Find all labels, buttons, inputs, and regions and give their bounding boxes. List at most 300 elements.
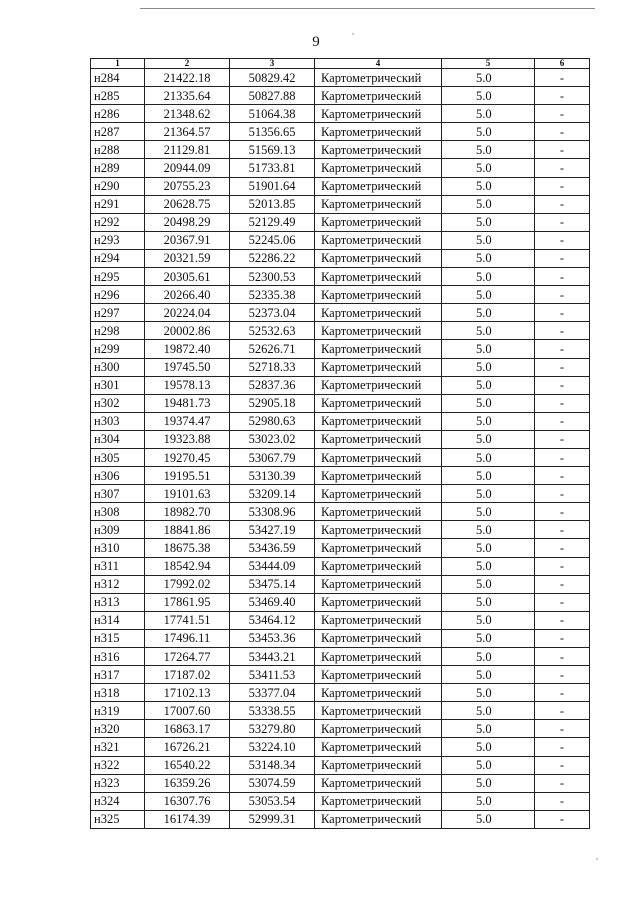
method-cell: Картометрический [315, 213, 442, 231]
column-header: 1 [91, 59, 145, 69]
x-coordinate-cell: 17102.13 [145, 684, 230, 702]
x-coordinate-cell: 16307.76 [145, 792, 230, 810]
accuracy-cell: 5.0 [442, 629, 535, 647]
table-row [91, 666, 590, 684]
x-coordinate-cell: 19578.13 [145, 376, 230, 394]
y-coordinate-cell: 53377.04 [230, 684, 315, 702]
table-row [91, 304, 590, 322]
note-cell: - [535, 358, 590, 376]
method-cell: Картометрический [315, 702, 442, 720]
accuracy-cell: 5.0 [442, 593, 535, 611]
point-id-cell: н321 [91, 738, 145, 756]
y-coordinate-cell: 53279.80 [230, 720, 315, 738]
x-coordinate-cell: 18542.94 [145, 557, 230, 575]
accuracy-cell: 5.0 [442, 286, 535, 304]
table-row [91, 521, 590, 539]
table-row [91, 340, 590, 358]
x-coordinate-cell: 20224.04 [145, 304, 230, 322]
method-cell: Картометрический [315, 792, 442, 810]
method-cell: Картометрический [315, 286, 442, 304]
table-row [91, 430, 590, 448]
method-cell: Картометрический [315, 485, 442, 503]
point-id-cell: н310 [91, 539, 145, 557]
note-cell: - [535, 322, 590, 340]
accuracy-cell: 5.0 [442, 648, 535, 666]
y-coordinate-cell: 51569.13 [230, 141, 315, 159]
point-id-cell: н312 [91, 575, 145, 593]
accuracy-cell: 5.0 [442, 231, 535, 249]
table-row [91, 684, 590, 702]
method-cell: Картометрический [315, 69, 442, 87]
y-coordinate-cell: 52373.04 [230, 304, 315, 322]
accuracy-cell: 5.0 [442, 720, 535, 738]
accuracy-cell: 5.0 [442, 810, 535, 828]
note-cell: - [535, 249, 590, 267]
accuracy-cell: 5.0 [442, 666, 535, 684]
x-coordinate-cell: 17264.77 [145, 648, 230, 666]
method-cell: Картометрический [315, 231, 442, 249]
y-coordinate-cell: 53436.59 [230, 539, 315, 557]
point-id-cell: н324 [91, 792, 145, 810]
x-coordinate-cell: 19872.40 [145, 340, 230, 358]
method-cell: Картометрический [315, 774, 442, 792]
y-coordinate-cell: 53053.54 [230, 792, 315, 810]
table-row [91, 467, 590, 485]
accuracy-cell: 5.0 [442, 774, 535, 792]
x-coordinate-cell: 17741.51 [145, 611, 230, 629]
table-row [91, 792, 590, 810]
accuracy-cell: 5.0 [442, 485, 535, 503]
method-cell: Картометрический [315, 322, 442, 340]
point-id-cell: н290 [91, 177, 145, 195]
accuracy-cell: 5.0 [442, 503, 535, 521]
accuracy-cell: 5.0 [442, 322, 535, 340]
point-id-cell: н289 [91, 159, 145, 177]
method-cell: Картометрический [315, 105, 442, 123]
table-header-row [91, 59, 590, 69]
method-cell: Картометрический [315, 159, 442, 177]
table-row [91, 702, 590, 720]
note-cell: - [535, 503, 590, 521]
point-id-cell: н295 [91, 268, 145, 286]
y-coordinate-cell: 53148.34 [230, 756, 315, 774]
table-row [91, 195, 590, 213]
y-coordinate-cell: 53475.14 [230, 575, 315, 593]
method-cell: Картометрический [315, 629, 442, 647]
accuracy-cell: 5.0 [442, 467, 535, 485]
note-cell: - [535, 539, 590, 557]
accuracy-cell: 5.0 [442, 213, 535, 231]
y-coordinate-cell: 52129.49 [230, 213, 315, 231]
x-coordinate-cell: 19195.51 [145, 467, 230, 485]
x-coordinate-cell: 19270.45 [145, 448, 230, 466]
column-header: 3 [230, 59, 315, 69]
x-coordinate-cell: 16863.17 [145, 720, 230, 738]
y-coordinate-cell: 51356.65 [230, 123, 315, 141]
coordinates-table [90, 58, 590, 829]
point-id-cell: н302 [91, 394, 145, 412]
note-cell: - [535, 611, 590, 629]
note-cell: - [535, 557, 590, 575]
table-row [91, 503, 590, 521]
y-coordinate-cell: 53209.14 [230, 485, 315, 503]
method-cell: Картометрический [315, 756, 442, 774]
y-coordinate-cell: 53427.19 [230, 521, 315, 539]
table-row [91, 268, 590, 286]
y-coordinate-cell: 52532.63 [230, 322, 315, 340]
note-cell: - [535, 340, 590, 358]
x-coordinate-cell: 17496.11 [145, 629, 230, 647]
point-id-cell: н287 [91, 123, 145, 141]
point-id-cell: н299 [91, 340, 145, 358]
note-cell: - [535, 286, 590, 304]
point-id-cell: н317 [91, 666, 145, 684]
table-row [91, 593, 590, 611]
y-coordinate-cell: 53338.55 [230, 702, 315, 720]
note-cell: - [535, 304, 590, 322]
accuracy-cell: 5.0 [442, 702, 535, 720]
y-coordinate-cell: 52980.63 [230, 412, 315, 430]
table-row [91, 557, 590, 575]
point-id-cell: н292 [91, 213, 145, 231]
method-cell: Картометрический [315, 503, 442, 521]
method-cell: Картометрический [315, 593, 442, 611]
x-coordinate-cell: 20367.91 [145, 231, 230, 249]
x-coordinate-cell: 17861.95 [145, 593, 230, 611]
note-cell: - [535, 738, 590, 756]
x-coordinate-cell: 19745.50 [145, 358, 230, 376]
x-coordinate-cell: 16359.26 [145, 774, 230, 792]
y-coordinate-cell: 53469.40 [230, 593, 315, 611]
method-cell: Картометрический [315, 467, 442, 485]
x-coordinate-cell: 18982.70 [145, 503, 230, 521]
x-coordinate-cell: 20305.61 [145, 268, 230, 286]
table-row [91, 249, 590, 267]
note-cell: - [535, 268, 590, 286]
point-id-cell: н291 [91, 195, 145, 213]
note-cell: - [535, 684, 590, 702]
y-coordinate-cell: 52718.33 [230, 358, 315, 376]
accuracy-cell: 5.0 [442, 521, 535, 539]
accuracy-cell: 5.0 [442, 123, 535, 141]
x-coordinate-cell: 21335.64 [145, 87, 230, 105]
y-coordinate-cell: 52626.71 [230, 340, 315, 358]
point-id-cell: н308 [91, 503, 145, 521]
accuracy-cell: 5.0 [442, 557, 535, 575]
x-coordinate-cell: 21348.62 [145, 105, 230, 123]
method-cell: Картометрический [315, 738, 442, 756]
point-id-cell: н304 [91, 430, 145, 448]
y-coordinate-cell: 53023.02 [230, 430, 315, 448]
x-coordinate-cell: 16174.39 [145, 810, 230, 828]
accuracy-cell: 5.0 [442, 141, 535, 159]
point-id-cell: н285 [91, 87, 145, 105]
x-coordinate-cell: 19323.88 [145, 430, 230, 448]
note-cell: - [535, 213, 590, 231]
table-row [91, 648, 590, 666]
accuracy-cell: 5.0 [442, 539, 535, 557]
note-cell: - [535, 177, 590, 195]
y-coordinate-cell: 52286.22 [230, 249, 315, 267]
note-cell: - [535, 448, 590, 466]
x-coordinate-cell: 16540.22 [145, 756, 230, 774]
accuracy-cell: 5.0 [442, 575, 535, 593]
x-coordinate-cell: 16726.21 [145, 738, 230, 756]
method-cell: Картометрический [315, 539, 442, 557]
note-cell: - [535, 87, 590, 105]
method-cell: Картометрический [315, 195, 442, 213]
note-cell: - [535, 69, 590, 87]
accuracy-cell: 5.0 [442, 738, 535, 756]
table-row [91, 159, 590, 177]
note-cell: - [535, 105, 590, 123]
method-cell: Картометрический [315, 430, 442, 448]
point-id-cell: н319 [91, 702, 145, 720]
y-coordinate-cell: 51733.81 [230, 159, 315, 177]
method-cell: Картометрический [315, 177, 442, 195]
method-cell: Картометрический [315, 87, 442, 105]
table-row [91, 213, 590, 231]
point-id-cell: н284 [91, 69, 145, 87]
y-coordinate-cell: 53224.10 [230, 738, 315, 756]
point-id-cell: н305 [91, 448, 145, 466]
method-cell: Картометрический [315, 376, 442, 394]
x-coordinate-cell: 17992.02 [145, 575, 230, 593]
x-coordinate-cell: 17187.02 [145, 666, 230, 684]
y-coordinate-cell: 53411.53 [230, 666, 315, 684]
point-id-cell: н309 [91, 521, 145, 539]
method-cell: Картометрический [315, 611, 442, 629]
accuracy-cell: 5.0 [442, 684, 535, 702]
x-coordinate-cell: 19481.73 [145, 394, 230, 412]
top-scan-rule [140, 8, 595, 9]
point-id-cell: н323 [91, 774, 145, 792]
point-id-cell: н300 [91, 358, 145, 376]
method-cell: Картометрический [315, 358, 442, 376]
x-coordinate-cell: 21364.57 [145, 123, 230, 141]
y-coordinate-cell: 53308.96 [230, 503, 315, 521]
point-id-cell: н301 [91, 376, 145, 394]
accuracy-cell: 5.0 [442, 159, 535, 177]
note-cell: - [535, 774, 590, 792]
table-row [91, 448, 590, 466]
table-row [91, 69, 590, 87]
point-id-cell: н288 [91, 141, 145, 159]
x-coordinate-cell: 20628.75 [145, 195, 230, 213]
table-row [91, 376, 590, 394]
x-coordinate-cell: 20266.40 [145, 286, 230, 304]
table-row [91, 322, 590, 340]
point-id-cell: н315 [91, 629, 145, 647]
y-coordinate-cell: 52905.18 [230, 394, 315, 412]
y-coordinate-cell: 53443.21 [230, 648, 315, 666]
y-coordinate-cell: 52999.31 [230, 810, 315, 828]
table-row [91, 575, 590, 593]
table-row [91, 774, 590, 792]
table-row [91, 629, 590, 647]
accuracy-cell: 5.0 [442, 430, 535, 448]
note-cell: - [535, 141, 590, 159]
table-row [91, 141, 590, 159]
note-cell: - [535, 810, 590, 828]
y-coordinate-cell: 53074.59 [230, 774, 315, 792]
table-row [91, 87, 590, 105]
y-coordinate-cell: 53464.12 [230, 611, 315, 629]
x-coordinate-cell: 21129.81 [145, 141, 230, 159]
note-cell: - [535, 575, 590, 593]
note-cell: - [535, 159, 590, 177]
accuracy-cell: 5.0 [442, 756, 535, 774]
point-id-cell: н314 [91, 611, 145, 629]
point-id-cell: н320 [91, 720, 145, 738]
table-row [91, 611, 590, 629]
y-coordinate-cell: 52013.85 [230, 195, 315, 213]
y-coordinate-cell: 52300.53 [230, 268, 315, 286]
accuracy-cell: 5.0 [442, 611, 535, 629]
note-cell: - [535, 792, 590, 810]
point-id-cell: н303 [91, 412, 145, 430]
accuracy-cell: 5.0 [442, 195, 535, 213]
accuracy-cell: 5.0 [442, 394, 535, 412]
x-coordinate-cell: 20498.29 [145, 213, 230, 231]
column-header: 4 [315, 59, 442, 69]
point-id-cell: н298 [91, 322, 145, 340]
accuracy-cell: 5.0 [442, 249, 535, 267]
method-cell: Картометрический [315, 684, 442, 702]
method-cell: Картометрический [315, 268, 442, 286]
point-id-cell: н318 [91, 684, 145, 702]
accuracy-cell: 5.0 [442, 105, 535, 123]
table-row [91, 539, 590, 557]
column-header: 5 [442, 59, 535, 69]
y-coordinate-cell: 52245.06 [230, 231, 315, 249]
table-row [91, 123, 590, 141]
point-id-cell: н297 [91, 304, 145, 322]
note-cell: - [535, 412, 590, 430]
y-coordinate-cell: 50829.42 [230, 69, 315, 87]
table-row [91, 738, 590, 756]
point-id-cell: н313 [91, 593, 145, 611]
accuracy-cell: 5.0 [442, 448, 535, 466]
note-cell: - [535, 467, 590, 485]
note-cell: - [535, 521, 590, 539]
point-id-cell: н286 [91, 105, 145, 123]
table-row [91, 720, 590, 738]
page-number: 9 [312, 34, 320, 50]
note-cell: - [535, 195, 590, 213]
accuracy-cell: 5.0 [442, 87, 535, 105]
x-coordinate-cell: 20755.23 [145, 177, 230, 195]
method-cell: Картометрический [315, 304, 442, 322]
accuracy-cell: 5.0 [442, 792, 535, 810]
accuracy-cell: 5.0 [442, 412, 535, 430]
y-coordinate-cell: 50827.88 [230, 87, 315, 105]
method-cell: Картометрический [315, 810, 442, 828]
point-id-cell: н294 [91, 249, 145, 267]
point-id-cell: н307 [91, 485, 145, 503]
point-id-cell: н316 [91, 648, 145, 666]
method-cell: Картометрический [315, 557, 442, 575]
table-row [91, 177, 590, 195]
method-cell: Картометрический [315, 720, 442, 738]
method-cell: Картометрический [315, 340, 442, 358]
note-cell: - [535, 666, 590, 684]
table-row [91, 231, 590, 249]
note-cell: - [535, 593, 590, 611]
accuracy-cell: 5.0 [442, 69, 535, 87]
point-id-cell: н306 [91, 467, 145, 485]
accuracy-cell: 5.0 [442, 304, 535, 322]
method-cell: Картометрический [315, 648, 442, 666]
x-coordinate-cell: 20944.09 [145, 159, 230, 177]
point-id-cell: н296 [91, 286, 145, 304]
note-cell: - [535, 376, 590, 394]
table-row [91, 286, 590, 304]
y-coordinate-cell: 53067.79 [230, 448, 315, 466]
table-row [91, 810, 590, 828]
note-cell: - [535, 485, 590, 503]
y-coordinate-cell: 52837.36 [230, 376, 315, 394]
method-cell: Картометрический [315, 141, 442, 159]
x-coordinate-cell: 18675.38 [145, 539, 230, 557]
column-header: 2 [145, 59, 230, 69]
accuracy-cell: 5.0 [442, 268, 535, 286]
y-coordinate-cell: 53130.39 [230, 467, 315, 485]
y-coordinate-cell: 51901.64 [230, 177, 315, 195]
note-cell: - [535, 430, 590, 448]
point-id-cell: н322 [91, 756, 145, 774]
accuracy-cell: 5.0 [442, 340, 535, 358]
note-cell: - [535, 394, 590, 412]
method-cell: Картометрический [315, 412, 442, 430]
method-cell: Картометрический [315, 521, 442, 539]
note-cell: - [535, 648, 590, 666]
method-cell: Картометрический [315, 394, 442, 412]
table-row [91, 358, 590, 376]
x-coordinate-cell: 19374.47 [145, 412, 230, 430]
y-coordinate-cell: 52335.38 [230, 286, 315, 304]
accuracy-cell: 5.0 [442, 177, 535, 195]
note-cell: - [535, 231, 590, 249]
table-row [91, 485, 590, 503]
x-coordinate-cell: 18841.86 [145, 521, 230, 539]
column-header: 6 [535, 59, 590, 69]
point-id-cell: н293 [91, 231, 145, 249]
point-id-cell: н325 [91, 810, 145, 828]
y-coordinate-cell: 53453.36 [230, 629, 315, 647]
note-cell: - [535, 629, 590, 647]
x-coordinate-cell: 19101.63 [145, 485, 230, 503]
note-cell: - [535, 720, 590, 738]
note-cell: - [535, 123, 590, 141]
note-cell: - [535, 756, 590, 774]
point-id-cell: н311 [91, 557, 145, 575]
method-cell: Картометрический [315, 448, 442, 466]
table-row [91, 756, 590, 774]
accuracy-cell: 5.0 [442, 376, 535, 394]
method-cell: Картометрический [315, 666, 442, 684]
table-row [91, 105, 590, 123]
y-coordinate-cell: 53444.09 [230, 557, 315, 575]
accuracy-cell: 5.0 [442, 358, 535, 376]
table-row [91, 394, 590, 412]
x-coordinate-cell: 20002.86 [145, 322, 230, 340]
table-row [91, 412, 590, 430]
method-cell: Картометрический [315, 123, 442, 141]
note-cell: - [535, 702, 590, 720]
y-coordinate-cell: 51064.38 [230, 105, 315, 123]
method-cell: Картометрический [315, 575, 442, 593]
